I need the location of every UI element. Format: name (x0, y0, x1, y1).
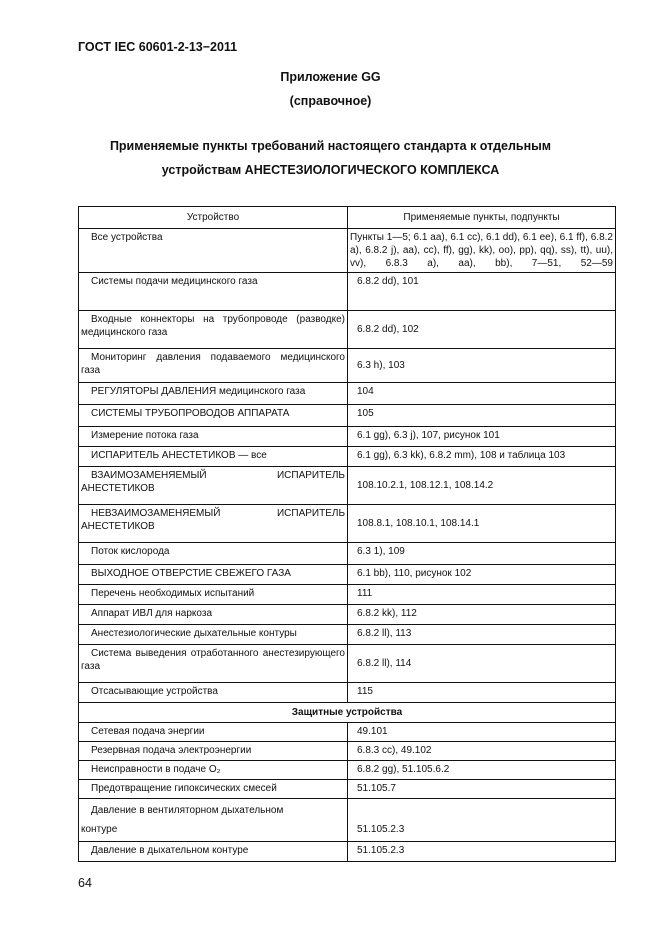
clauses-cell: 6.3 h), 103 (348, 349, 616, 383)
table-row (79, 543, 616, 565)
document-header: ГОСТ IEC 60601-2-13−2011 (78, 40, 238, 54)
table-row (79, 780, 616, 799)
device-cell: Резервная подача электроэнергии (79, 742, 348, 761)
clauses-cell: 6.8.2 ll), 113 (348, 625, 616, 645)
table-row (79, 311, 616, 349)
device-cell: Все устройства (79, 229, 348, 273)
appendix-subtitle: (справочное) (289, 94, 372, 108)
appendix-title: Приложение GG (280, 70, 381, 84)
device-cell: Отсасывающие устройства (79, 683, 348, 703)
section-row (79, 703, 616, 723)
device-cell (79, 799, 348, 842)
device-cell: ВЫХОДНОЕ ОТВЕРСТИЕ СВЕЖЕГО ГАЗА (79, 565, 348, 585)
clauses-cell: 108.10.2.1, 108.12.1, 108.14.2 (348, 467, 616, 505)
table-row (79, 427, 616, 447)
table-row (79, 605, 616, 625)
table-row (79, 505, 616, 543)
table-row (79, 349, 616, 383)
device-cell: Предотвращение гипоксических смесей (79, 780, 348, 799)
column-header-clauses: Применяемые пункты, подпункты (348, 207, 616, 229)
clauses-cell: 51.105.7 (348, 780, 616, 799)
table-row (79, 467, 616, 505)
device-cell: Мониторинг давления подаваемого медицинского газа (79, 349, 348, 383)
clauses-cell: 6.8.2 kk), 112 (348, 605, 616, 625)
device-cell: Неисправности в подаче O₂ (79, 761, 348, 780)
table-row (79, 842, 616, 862)
table-row (79, 447, 616, 467)
clauses-cell: 6.8.2 dd), 101 (348, 273, 616, 311)
device-cell: Поток кислорода (79, 543, 348, 565)
device-cell: Аппарат ИВЛ для наркоза (79, 605, 348, 625)
clauses-cell: 6.3 1), 109 (348, 543, 616, 565)
table-row (79, 565, 616, 585)
clauses-cell: 51.105.2.3 (348, 842, 616, 862)
device-cell: Системы подачи медицинского газа (79, 273, 348, 311)
section-title: Защитные устройства (79, 703, 616, 723)
clauses-cell: 108.8.1, 108.10.1, 108.14.1 (348, 505, 616, 543)
device-cell: Входные коннекторы на трубопроводе (разводке) медицинского газа (79, 311, 348, 349)
device-cell: Анестезиологические дыхательные контуры (79, 625, 348, 645)
device-cell: Перечень необходимых испытаний (79, 585, 348, 605)
clauses-cell: 115 (348, 683, 616, 703)
table-row (79, 383, 616, 405)
table-row (79, 683, 616, 703)
clauses-cell: 6.1 gg), 6.3 j), 107, рисунок 101 (348, 427, 616, 447)
device-cell: Сетевая подача энергии (79, 723, 348, 742)
table-row (79, 761, 616, 780)
device-line1: Давление в вентиляторном дыхательном (91, 805, 284, 816)
table-row (79, 273, 616, 311)
table-row (79, 585, 616, 605)
clauses-cell: Пункты 1—5; 6.1 аа), 6.1 сс), 6.1 dd), 6.1 ee), 6.1 ff), 6.8.2 а), 6.8.2 j), аа), сс), ff), gg), kk), оо), рр), qq), ss), tt), uu), vv), 6.8.3 а), аа), bb), 7—51, 52—59 (348, 229, 616, 273)
table-row (79, 405, 616, 427)
device-cell: Давление в дыхательном контуре (79, 842, 348, 862)
device-cell: СИСТЕМЫ ТРУБОПРОВОДОВ АППАРАТА (79, 405, 348, 427)
table-row (79, 645, 616, 683)
column-header-device: Устройство (79, 207, 348, 229)
page-number: 64 (78, 876, 92, 890)
table-row (79, 625, 616, 645)
clauses-cell: 105 (348, 405, 616, 427)
clauses-cell: 6.8.2 dd), 102 (348, 311, 616, 349)
clauses-cell: 6.8.3 сс), 49.102 (348, 742, 616, 761)
clauses-cell: 6.8.2 gg), 51.105.6.2 (348, 761, 616, 780)
clauses-table (78, 206, 616, 862)
appendix-heading-line2: устройствам АНЕСТЕЗИОЛОГИЧЕСКОГО КОМПЛЕКСА (161, 163, 500, 177)
device-cell: ВЗАИМОЗАМЕНЯЕМЫЙ ИСПАРИТЕЛЬ АНЕСТЕТИКОВ (79, 467, 348, 505)
clauses-cell: 6.1 bb), 110, рисунок 102 (348, 565, 616, 585)
table-row (79, 742, 616, 761)
device-line2: контуре (81, 824, 118, 835)
table-header-row (79, 207, 616, 229)
clauses-cell: 6.8.2 ll), 114 (348, 645, 616, 683)
clauses-cell: 111 (348, 585, 616, 605)
device-cell: Система выведения отработанного анестезирующего газа (79, 645, 348, 683)
device-cell: Измерение потока газа (79, 427, 348, 447)
device-cell: ИСПАРИТЕЛЬ АНЕСТЕТИКОВ — все (79, 447, 348, 467)
table-row (79, 229, 616, 273)
clauses-cell: 49.101 (348, 723, 616, 742)
clauses-cell: 51.105.2.3 (348, 799, 616, 842)
table-row (79, 799, 616, 842)
device-cell: НЕВЗАИМОЗАМЕНЯЕМЫЙ ИСПАРИТЕЛЬ АНЕСТЕТИКОВ (79, 505, 348, 543)
appendix-heading-line1: Применяемые пункты требований настоящего стандарта к отдельным (109, 139, 552, 153)
table-row (79, 723, 616, 742)
device-cell: РЕГУЛЯТОРЫ ДАВЛЕНИЯ медицинского газа (79, 383, 348, 405)
clauses-cell: 6.1 gg), 6.3 kk), 6.8.2 mm), 108 и таблица 103 (348, 447, 616, 467)
clauses-cell: 104 (348, 383, 616, 405)
